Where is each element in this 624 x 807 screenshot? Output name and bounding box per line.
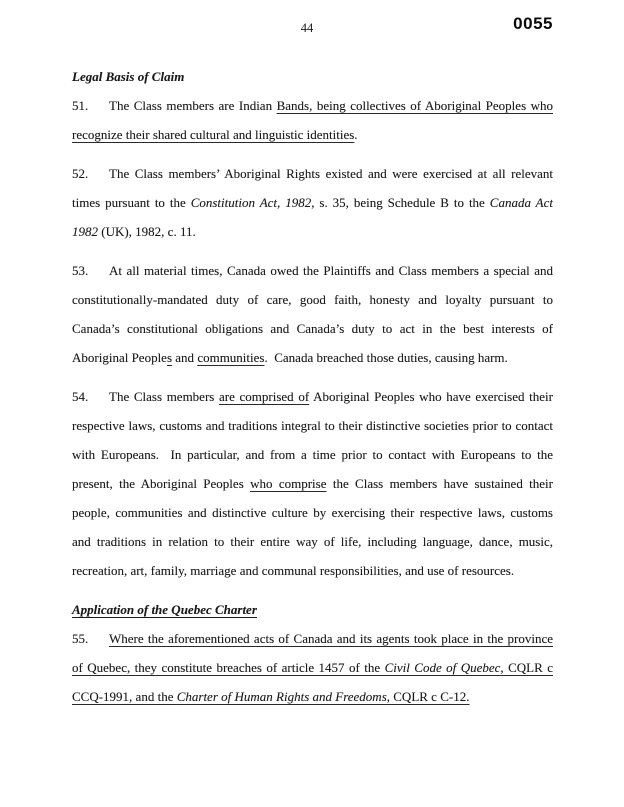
section-heading-application-of-quebec-charter: Application of the Quebec Charter xyxy=(72,602,257,617)
statute-title: Civil Code of Quebec xyxy=(384,660,501,675)
text-segment: The Class members’ Aboriginal Rights existed and were exercised at all relevant times pursuant to the xyxy=(72,166,553,210)
paragraph-55 xyxy=(72,624,553,711)
underlined-text-segment: who comprise xyxy=(250,476,327,491)
text-segment: At all material times, Canada owed the Plaintiffs and Class members a special and constitutionally-mandated duty of care, good faith, honesty and loyalty pursuant to Canada’s constitutional obligations and Canada’s duty to act in the best interests of Aboriginal People xyxy=(72,263,553,365)
underlined-text-segment: Where the aforementioned acts of Canada and its agents took place in the province of Quebec, they constitute breaches of article 1457 of the xyxy=(72,631,553,675)
paragraph-number: 54. xyxy=(72,389,89,404)
paragraph-53 xyxy=(72,256,553,372)
document-body xyxy=(72,62,553,721)
paragraph-number: 51. xyxy=(72,98,89,113)
paragraph-54 xyxy=(72,382,553,585)
bates-stamp-number: 0055 xyxy=(513,14,553,33)
underlined-text-segment: , CQLR c C-12. xyxy=(386,689,470,704)
statute-title: Constitution Act, 1982 xyxy=(190,195,312,210)
text-segment: Aboriginal Peoples who have exercised their respective laws, customs and traditions integral to their distinctive societies prior to contact with Europeans. In particular, and from a time prior to contact with Europeans to the present, the Aboriginal Peoples xyxy=(72,389,553,491)
text-segment: . Canada breached those duties, causing harm. xyxy=(264,350,508,365)
text-segment: and xyxy=(172,350,198,365)
text-segment: The Class members xyxy=(109,389,219,404)
text-segment: , s. 35, being Schedule B to the xyxy=(311,195,490,210)
paragraph-number: 52. xyxy=(72,166,89,181)
page-number: 44 xyxy=(300,21,314,35)
underlined-text-segment: Bands, being collectives of Aboriginal Peoples who recognize their shared cultural and linguistic identities xyxy=(72,98,554,142)
section-heading-legal-basis-of-claim: Legal Basis of Claim xyxy=(72,69,185,84)
underlined-text-segment: s xyxy=(166,350,173,365)
underlined-text-segment: , CQLR c CCQ-1991, and the xyxy=(72,660,553,704)
underlined-text-segment: are comprised of xyxy=(219,389,310,404)
text-segment: (UK), 1982, c. 11. xyxy=(98,224,196,239)
text-segment: The Class members are Indian xyxy=(109,98,277,113)
paragraph-51 xyxy=(72,91,553,149)
paragraph-52 xyxy=(72,159,553,246)
underlined-text-segment: communities xyxy=(197,350,265,365)
paragraph-number: 53. xyxy=(72,263,89,278)
text-segment: the Class members have sustained their people, communities and distinctive culture by exercising their respective laws, customs and traditions in relation to their entire way of life, including language, dance, music, recreation, art, family, marriage and communal responsibilities, and use of resources. xyxy=(72,476,553,578)
statute-title: Charter of Human Rights and Freedoms xyxy=(176,689,387,704)
paragraph-number: 55. xyxy=(72,631,89,646)
text-segment: . xyxy=(354,127,358,142)
statute-title: Canada Act 1982 xyxy=(72,195,553,239)
